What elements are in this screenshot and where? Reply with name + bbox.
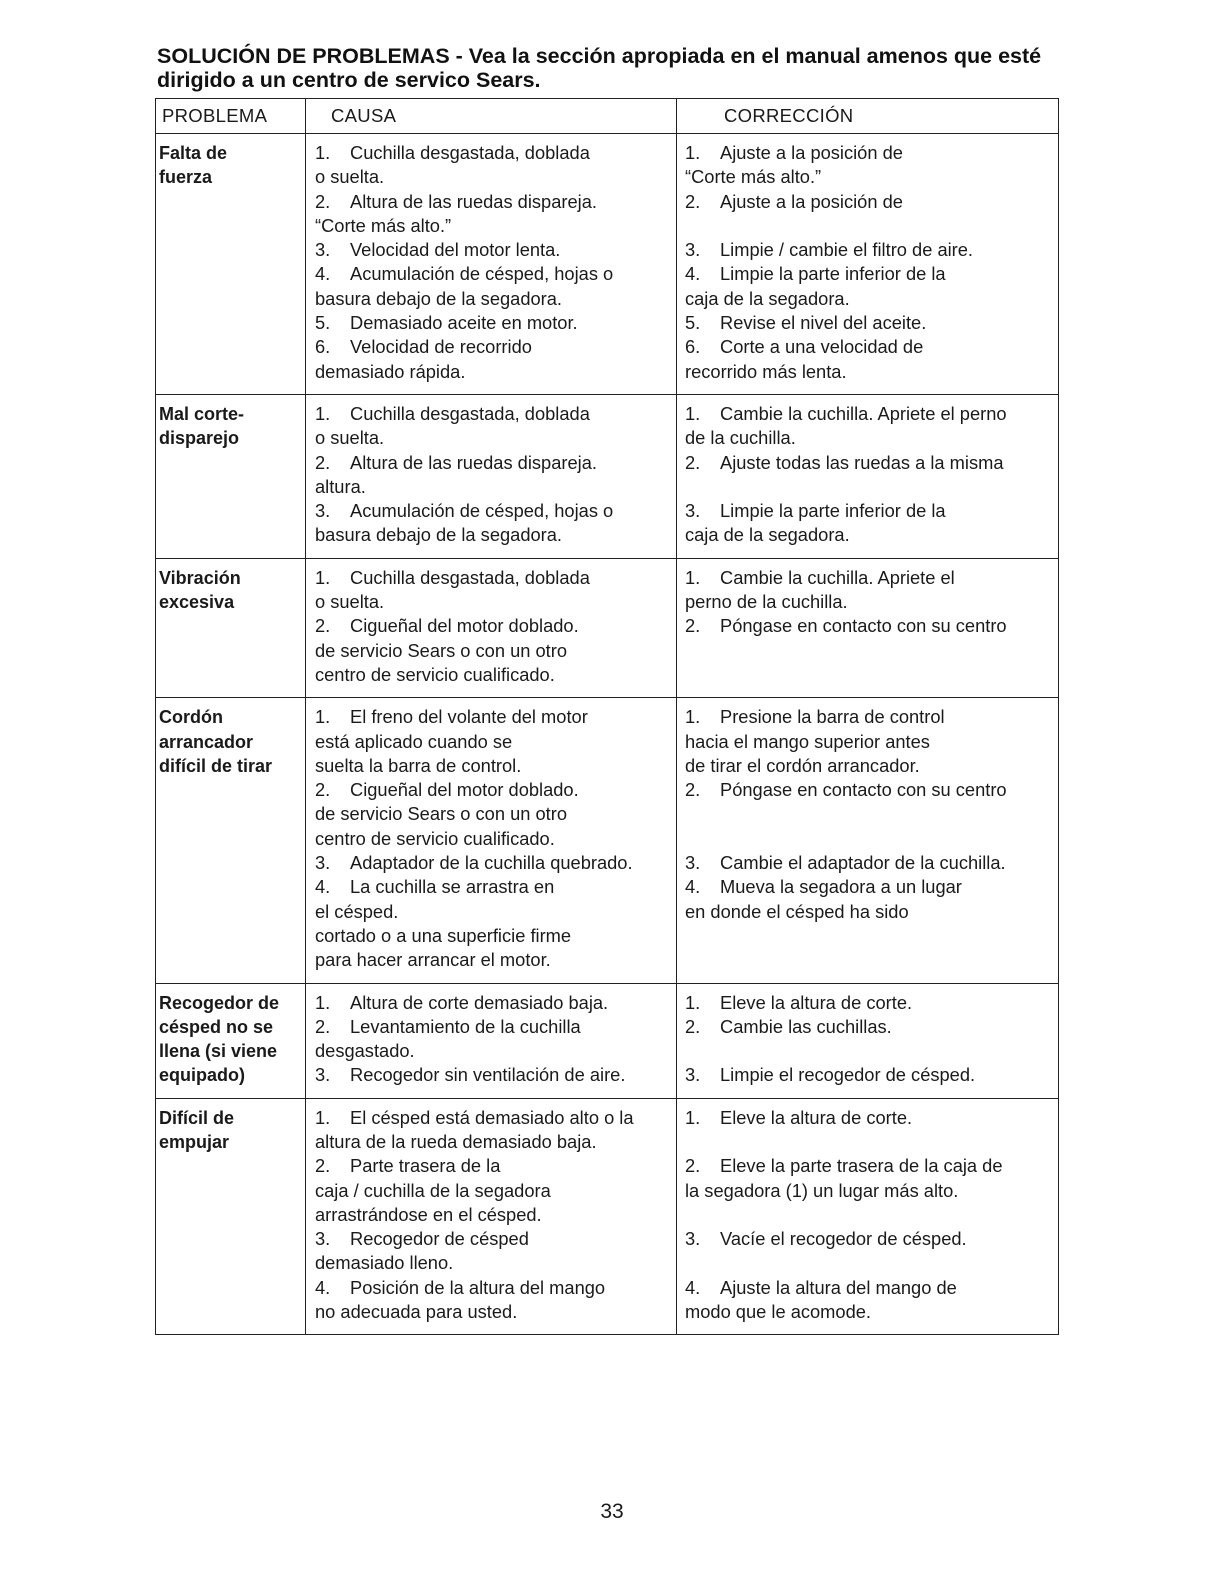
correction-cell [677, 698, 1059, 983]
table-row [156, 558, 1059, 697]
line-text: Revise el nivel del aceite. [720, 312, 927, 334]
table-row [156, 983, 1059, 1098]
cause-line [315, 499, 676, 523]
cause-cell [306, 698, 677, 983]
correction-line [685, 523, 1058, 547]
item-number: 2. [685, 451, 701, 473]
line-text: Posición de la altura del mango [350, 1276, 606, 1298]
cause-line [315, 475, 676, 499]
line-text: caja de la segadora. [685, 524, 850, 546]
cause-line [315, 426, 676, 450]
correction-line [685, 1106, 1058, 1130]
item-number: 3. [315, 239, 331, 261]
correction-cell [677, 134, 1059, 395]
correction-line [685, 190, 1058, 214]
cause-line [315, 590, 676, 614]
cause-line [315, 1300, 676, 1324]
cause-line [315, 262, 676, 286]
cause-line [315, 1015, 676, 1039]
line-text: Cambie la cuchilla. Apriete el [720, 566, 955, 588]
line-text: de la cuchilla. [685, 427, 796, 449]
item-number: 2. [315, 1155, 331, 1177]
line-text: para hacer arrancar el motor. [315, 949, 551, 971]
line-text: Eleve la altura de corte. [720, 991, 913, 1013]
item-number: 2. [315, 779, 331, 801]
correction-line [685, 165, 1058, 189]
correction-line [685, 335, 1058, 359]
page-number: 33 [600, 1500, 624, 1523]
line-text: Velocidad del motor lenta. [350, 239, 561, 261]
item-number: 2. [685, 1015, 701, 1037]
cause-cell [306, 1098, 677, 1335]
line-text: Ajuste la altura del mango de [720, 1276, 957, 1298]
correction-line [685, 566, 1058, 590]
line-text: no adecuada para usted. [315, 1301, 518, 1323]
line-text: altura. [315, 475, 366, 497]
cause-line [315, 1039, 676, 1063]
correction-line [685, 1154, 1058, 1178]
cause-line [315, 1179, 676, 1203]
item-number: 1. [685, 566, 701, 588]
table-header-row [156, 99, 1059, 134]
line-text: modo que le acomode. [685, 1301, 871, 1323]
cause-line [315, 948, 676, 972]
problem-cell: Difícil de empujar [156, 1098, 306, 1335]
item-number: 1. [685, 1106, 701, 1128]
item-number: 4. [685, 1276, 701, 1298]
line-text: Recogedor de césped [350, 1228, 529, 1250]
header-causa: CAUSA [306, 99, 677, 134]
line-text: centro de servicio cualificado. [315, 827, 555, 849]
line-text: Recogedor sin ventilación de aire. [350, 1064, 626, 1086]
correction-line [685, 778, 1058, 802]
item-number: 4. [315, 876, 331, 898]
correction-line [685, 1039, 1058, 1063]
cause-line [315, 360, 676, 384]
line-text: Póngase en contacto con su centro [720, 779, 1007, 801]
line-text: la segadora (1) un lugar más alto. [685, 1179, 959, 1201]
item-number: 2. [315, 615, 331, 637]
line-text: hacia el mango superior antes [685, 730, 930, 752]
item-number: 3. [685, 1064, 701, 1086]
line-text: en donde el césped ha sido [685, 900, 909, 922]
cause-line [315, 402, 676, 426]
cause-line [315, 851, 676, 875]
item-number: 3. [315, 1228, 331, 1250]
item-number: 6. [685, 336, 701, 358]
item-number: 5. [685, 312, 701, 334]
correction-cell [677, 394, 1059, 558]
cause-cell [306, 134, 677, 395]
line-text: o suelta. [315, 591, 385, 613]
line-text: Corte a una velocidad de [720, 336, 924, 358]
correction-line [685, 851, 1058, 875]
cause-line [315, 1203, 676, 1227]
cause-line [315, 287, 676, 311]
correction-line [685, 1130, 1058, 1154]
item-number: 1. [685, 991, 701, 1013]
cause-line [315, 141, 676, 165]
cause-line [315, 875, 676, 899]
cause-line [315, 900, 676, 924]
line-text: Limpie la parte inferior de la [720, 500, 946, 522]
item-number: 2. [685, 615, 701, 637]
line-text: caja de la segadora. [685, 287, 850, 309]
cause-line [315, 1251, 676, 1275]
cause-line [315, 214, 676, 238]
line-text: Cambie el adaptador de la cuchilla. [720, 852, 1006, 874]
line-text: está aplicado cuando se [315, 730, 513, 752]
item-number: 2. [315, 190, 331, 212]
cause-line [315, 1130, 676, 1154]
line-text: Limpie la parte inferior de la [720, 263, 946, 285]
correction-line [685, 475, 1058, 499]
cause-line [315, 566, 676, 590]
correction-line [685, 262, 1058, 286]
line-text: suelta la barra de control. [315, 754, 522, 776]
item-number: 3. [685, 500, 701, 522]
correction-line [685, 426, 1058, 450]
line-text: Vacíe el recogedor de césped. [720, 1228, 967, 1250]
correction-line [685, 705, 1058, 729]
correction-cell [677, 1098, 1059, 1335]
correction-line [685, 1227, 1058, 1251]
line-text: Limpie el recogedor de césped. [720, 1064, 976, 1086]
line-text: Eleve la parte trasera de la caja de [720, 1155, 1003, 1177]
cause-line [315, 165, 676, 189]
cause-line [315, 1063, 676, 1087]
line-text: Cuchilla desgastada, doblada [350, 142, 590, 163]
line-text: Velocidad de recorrido [350, 336, 532, 358]
item-number: 3. [685, 239, 701, 261]
item-number: 1. [315, 991, 331, 1013]
line-text: de tirar el cordón arrancador. [685, 754, 920, 776]
troubleshooting-table [155, 98, 1059, 1335]
line-text: el césped. [315, 900, 399, 922]
line-text: Limpie / cambie el filtro de aire. [720, 239, 974, 261]
table-body [156, 134, 1059, 1335]
item-number: 3. [315, 852, 331, 874]
cause-line [315, 190, 676, 214]
correction-line [685, 214, 1058, 238]
correction-line [685, 827, 1058, 851]
line-text: Cuchilla desgastada, doblada [350, 402, 590, 424]
line-text: Ajuste a la posición de [720, 190, 903, 212]
cause-line [315, 754, 676, 778]
item-number: 2. [685, 1155, 701, 1177]
correction-line [685, 991, 1058, 1015]
line-text: El césped está demasiado alto o la [350, 1106, 634, 1128]
line-text: La cuchilla se arrastra en [350, 876, 555, 898]
line-text: Cambie la cuchilla. Apriete el perno [720, 402, 1007, 424]
item-number: 1. [685, 706, 701, 728]
line-text: centro de servicio cualificado. [315, 663, 555, 685]
correction-line [685, 1063, 1058, 1087]
table-row [156, 698, 1059, 983]
page-title: SOLUCIÓN DE PROBLEMAS - Vea la sección apropiada en el manual amenos que esté dirigido a un centro de servico Sears. [157, 44, 1042, 92]
cause-line [315, 1106, 676, 1130]
line-text: de servicio Sears o con un otro [315, 639, 568, 661]
problem-cell: Mal corte- disparejo [156, 394, 306, 558]
correction-line [685, 238, 1058, 262]
item-number: 3. [315, 500, 331, 522]
line-text: Altura de las ruedas dispareja. [350, 190, 597, 212]
line-text: cortado o a una superficie firme [315, 924, 572, 946]
line-text: Altura de corte demasiado baja. [350, 991, 609, 1013]
cause-line [315, 311, 676, 335]
line-text: Cuchilla desgastada, doblada [350, 566, 590, 588]
correction-line [685, 1251, 1058, 1275]
correction-line [685, 802, 1058, 826]
cause-cell [306, 558, 677, 697]
correction-line [685, 499, 1058, 523]
item-number: 2. [685, 190, 701, 212]
line-text: o suelta. [315, 427, 385, 449]
line-text: perno de la cuchilla. [685, 591, 848, 613]
problem-cell: Vibración excesiva [156, 558, 306, 697]
line-text: basura debajo de la segadora. [315, 287, 562, 309]
line-text: Acumulación de césped, hojas o [350, 263, 614, 285]
item-number: 3. [315, 1064, 331, 1086]
line-text: “Corte más alto.” [685, 166, 822, 188]
header-correccion: CORRECCIÓN [677, 99, 1059, 134]
line-text: altura de la rueda demasiado baja. [315, 1130, 597, 1152]
cause-line [315, 1276, 676, 1300]
correction-line [685, 590, 1058, 614]
cause-line [315, 730, 676, 754]
cause-line [315, 802, 676, 826]
line-text: Levantamiento de la cuchilla [350, 1015, 581, 1037]
correction-line [685, 451, 1058, 475]
correction-line [685, 754, 1058, 778]
cause-line [315, 238, 676, 262]
correction-line [685, 141, 1058, 165]
cause-line [315, 1154, 676, 1178]
line-text: El freno del volante del motor [350, 706, 588, 728]
correction-cell [677, 983, 1059, 1098]
correction-line [685, 614, 1058, 638]
cause-line [315, 451, 676, 475]
item-number: 1. [315, 566, 331, 588]
line-text: Acumulación de césped, hojas o [350, 500, 614, 522]
cause-line [315, 335, 676, 359]
line-text: Presione la barra de control [720, 706, 945, 728]
correction-line [685, 900, 1058, 924]
problem-cell: Cordón arrancador difícil de tirar [156, 698, 306, 983]
item-number: 6. [315, 336, 331, 358]
correction-line [685, 402, 1058, 426]
correction-line [685, 1276, 1058, 1300]
line-text: Cigueñal del motor doblado. [350, 779, 579, 801]
correction-line [685, 1179, 1058, 1203]
cause-line [315, 614, 676, 638]
correction-line [685, 875, 1058, 899]
line-text: de servicio Sears o con un otro [315, 803, 568, 825]
table-row [156, 1098, 1059, 1335]
line-text: Cambie las cuchillas. [720, 1015, 892, 1037]
item-number: 5. [315, 312, 331, 334]
line-text: Eleve la altura de corte. [720, 1106, 913, 1128]
header-problema: PROBLEMA [156, 99, 306, 134]
item-number: 3. [685, 1228, 701, 1250]
problem-cell: Falta de fuerza [156, 134, 306, 395]
item-number: 2. [315, 451, 331, 473]
line-text: desgastado. [315, 1040, 415, 1062]
line-text: basura debajo de la segadora. [315, 524, 562, 546]
line-text: demasiado rápida. [315, 360, 466, 382]
item-number: 1. [315, 142, 331, 163]
item-number: 1. [315, 706, 331, 728]
cause-line [315, 924, 676, 948]
correction-cell [677, 558, 1059, 697]
table-row [156, 134, 1059, 395]
cause-cell [306, 394, 677, 558]
cause-line [315, 523, 676, 547]
correction-line [685, 1015, 1058, 1039]
correction-line [685, 730, 1058, 754]
cause-line [315, 827, 676, 851]
item-number: 2. [685, 779, 701, 801]
item-number: 1. [685, 142, 701, 163]
line-text: demasiado lleno. [315, 1252, 454, 1274]
line-text: “Corte más alto.” [315, 214, 452, 236]
item-number: 1. [315, 1106, 331, 1128]
cause-line [315, 705, 676, 729]
cause-line [315, 1227, 676, 1251]
line-text: o suelta. [315, 166, 385, 188]
problem-cell: Recogedor de césped no se llena (si viene equipado) [156, 983, 306, 1098]
item-number: 1. [685, 402, 701, 424]
item-number: 4. [315, 263, 331, 285]
item-number: 2. [315, 1015, 331, 1037]
line-text: Ajuste a la posición de [720, 142, 903, 163]
cause-line [315, 991, 676, 1015]
cause-cell [306, 983, 677, 1098]
line-text: Ajuste todas las ruedas a la misma [720, 451, 1004, 473]
cause-line [315, 639, 676, 663]
line-text: Parte trasera de la [350, 1155, 501, 1177]
cause-line [315, 663, 676, 687]
line-text: Demasiado aceite en motor. [350, 312, 578, 334]
line-text: Cigueñal del motor doblado. [350, 615, 579, 637]
line-text: recorrido más lenta. [685, 360, 847, 382]
item-number: 4. [685, 876, 701, 898]
item-number: 4. [685, 263, 701, 285]
line-text: Mueva la segadora a un lugar [720, 876, 962, 898]
correction-line [685, 1300, 1058, 1324]
line-text: Póngase en contacto con su centro [720, 615, 1007, 637]
line-text: arrastrándose en el césped. [315, 1203, 542, 1225]
correction-line [685, 311, 1058, 335]
cause-line [315, 778, 676, 802]
line-text: Altura de las ruedas dispareja. [350, 451, 597, 473]
correction-line [685, 287, 1058, 311]
correction-line [685, 1203, 1058, 1227]
table-row [156, 394, 1059, 558]
line-text: caja / cuchilla de la segadora [315, 1179, 551, 1201]
item-number: 1. [315, 402, 331, 424]
line-text: Adaptador de la cuchilla quebrado. [350, 852, 633, 874]
item-number: 3. [685, 852, 701, 874]
item-number: 4. [315, 1276, 331, 1298]
correction-line [685, 360, 1058, 384]
